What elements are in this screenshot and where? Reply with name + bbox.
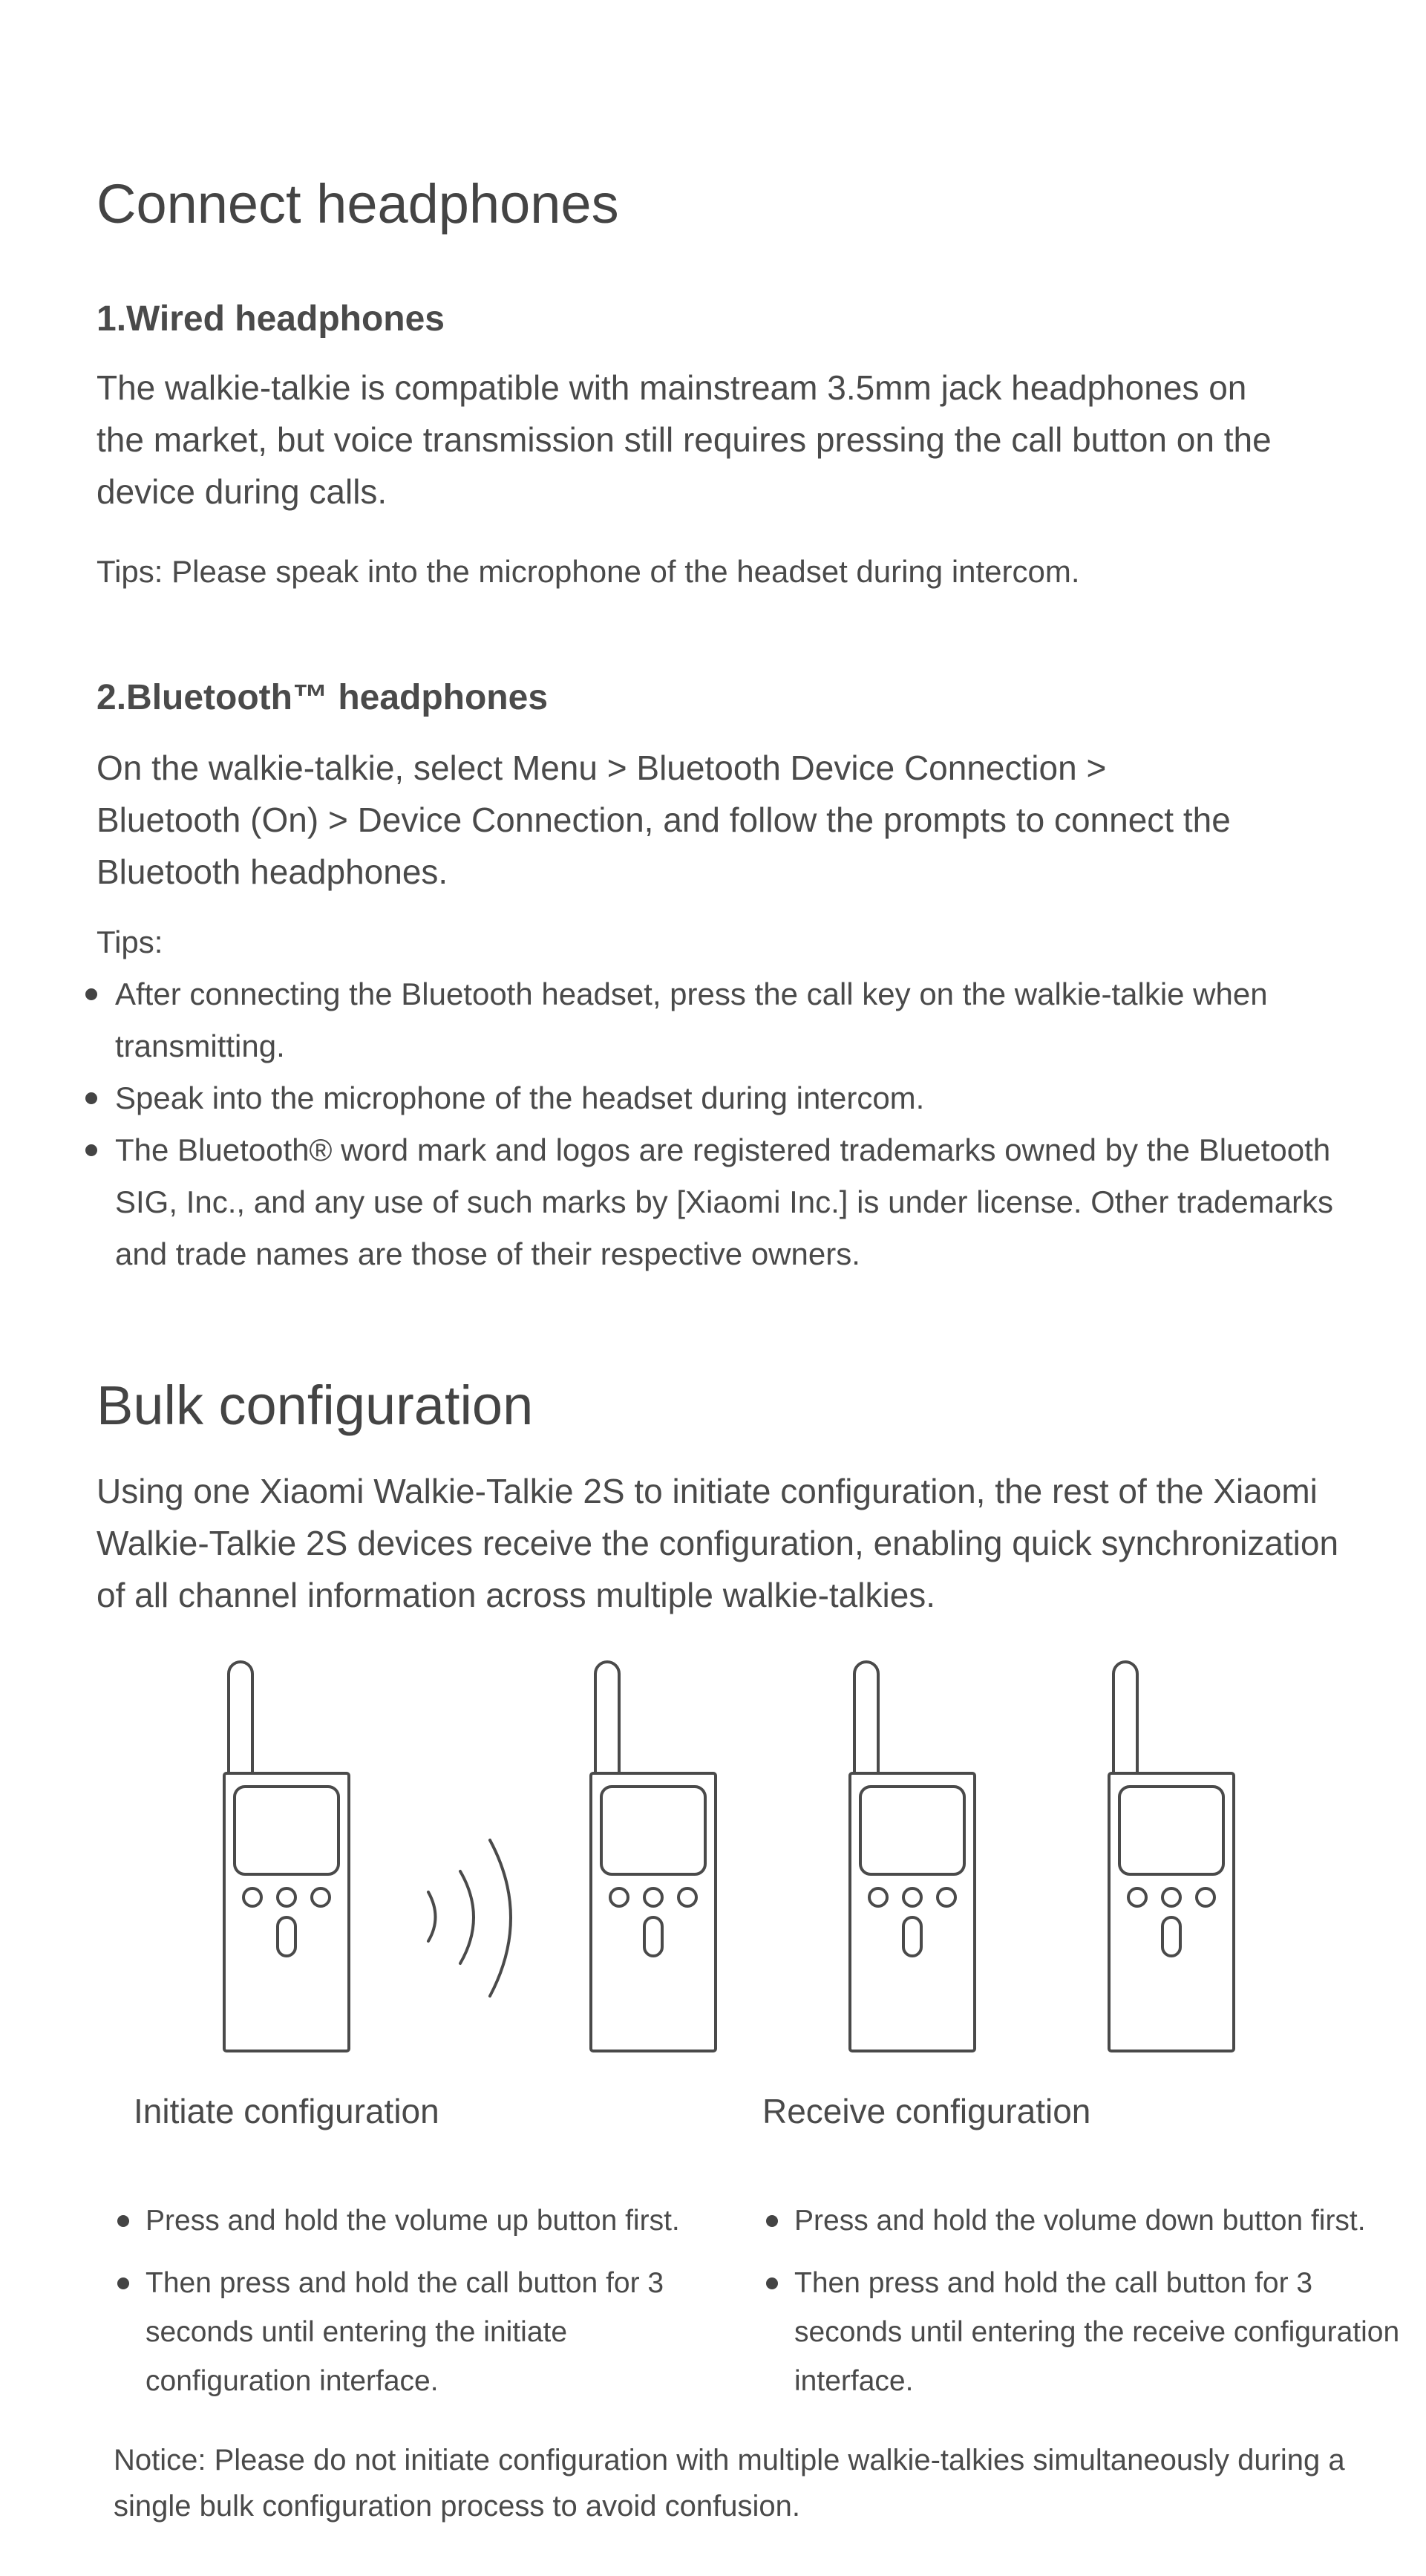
- notice: [114, 2437, 1405, 2529]
- text-line: seconds until entering the receive configuration: [794, 2316, 1400, 2348]
- walkie-talkie-icon: [850, 1662, 975, 2051]
- text-line: device during calls.: [97, 472, 387, 511]
- text-line: of all channel information across multiple walkie-talkies.: [97, 1576, 936, 1614]
- bullet-icon: [117, 2277, 129, 2289]
- walkie-talkie-icon: [1109, 1662, 1234, 2051]
- list-item: [794, 2197, 1418, 2246]
- bullet-icon: [117, 2215, 129, 2227]
- text-line: Notice: Please do not initiate configuration with multiple walkie-talkies simultaneously during a: [114, 2444, 1345, 2476]
- bullet-icon: [766, 2277, 778, 2289]
- text-line: Using one Xiaomi Walkie-Talkie 2S to initiate configuration, the rest of the Xiaomi: [97, 1472, 1318, 1510]
- bulk-title: Bulk configuration: [97, 1375, 534, 1436]
- wired-heading: 1.Wired headphones: [97, 299, 445, 339]
- bluetooth-heading: 2.Bluetooth™ headphones: [97, 678, 549, 717]
- signal-waves-icon: [428, 1840, 511, 1996]
- text-line: and trade names are those of their respective owners.: [115, 1236, 860, 1271]
- text-line: Press and hold the volume down button first.: [794, 2205, 1366, 2237]
- text-line: Press and hold the volume up button first.: [145, 2205, 680, 2237]
- text-line: On the walkie-talkie, select Menu > Bluetooth Device Connection >: [97, 749, 1107, 787]
- list-item: [145, 2197, 710, 2246]
- list-item: [794, 2259, 1418, 2406]
- initiate-caption: Initiate configuration: [134, 2092, 439, 2130]
- text-line: Walkie-Talkie 2S devices receive the configuration, enabling quick synchronization: [97, 1524, 1339, 1562]
- text-line: configuration interface.: [145, 2365, 439, 2397]
- text-line: interface.: [794, 2365, 914, 2397]
- text-line: The walkie-talkie is compatible with mainstream 3.5mm jack headphones on: [97, 368, 1247, 407]
- text-line: After connecting the Bluetooth headset, press the call key on the walkie-talkie when: [115, 976, 1268, 1011]
- bullet-icon: [766, 2215, 778, 2227]
- text-line: SIG, Inc., and any use of such marks by [Xiaomi Inc.] is under license. Other trademarks: [115, 1184, 1334, 1219]
- text-line: seconds until entering the initiate: [145, 2316, 568, 2348]
- text-line: Then press and hold the call button for 3: [794, 2267, 1313, 2299]
- bluetooth-tips-label: Tips:: [97, 925, 163, 959]
- text-line: Bluetooth headphones.: [97, 852, 448, 891]
- text-line: Speak into the microphone of the headset during intercom.: [115, 1080, 925, 1115]
- receive-caption: Receive configuration: [762, 2092, 1091, 2130]
- list-item: [145, 2259, 710, 2406]
- text-line: the market, but voice transmission still requires pressing the call button on the: [97, 420, 1272, 459]
- text-line: Then press and hold the call button for 3: [145, 2267, 664, 2299]
- page-title: Connect headphones: [97, 173, 619, 235]
- initiate-steps: [145, 2197, 710, 2419]
- receive-steps: [794, 2197, 1418, 2419]
- walkie-talkie-icon: [591, 1662, 716, 2051]
- wired-tip: Tips: Please speak into the microphone of the headset during intercom.: [97, 554, 1080, 589]
- text-line: The Bluetooth® word mark and logos are registered trademarks owned by the Bluetooth: [115, 1132, 1331, 1167]
- text-line: single bulk configuration process to avoid confusion.: [114, 2490, 800, 2523]
- text-line: Bluetooth (On) > Device Connection, and follow the prompts to connect the: [97, 800, 1231, 839]
- text-line: transmitting.: [115, 1028, 285, 1063]
- walkie-talkie-icon: [224, 1662, 349, 2051]
